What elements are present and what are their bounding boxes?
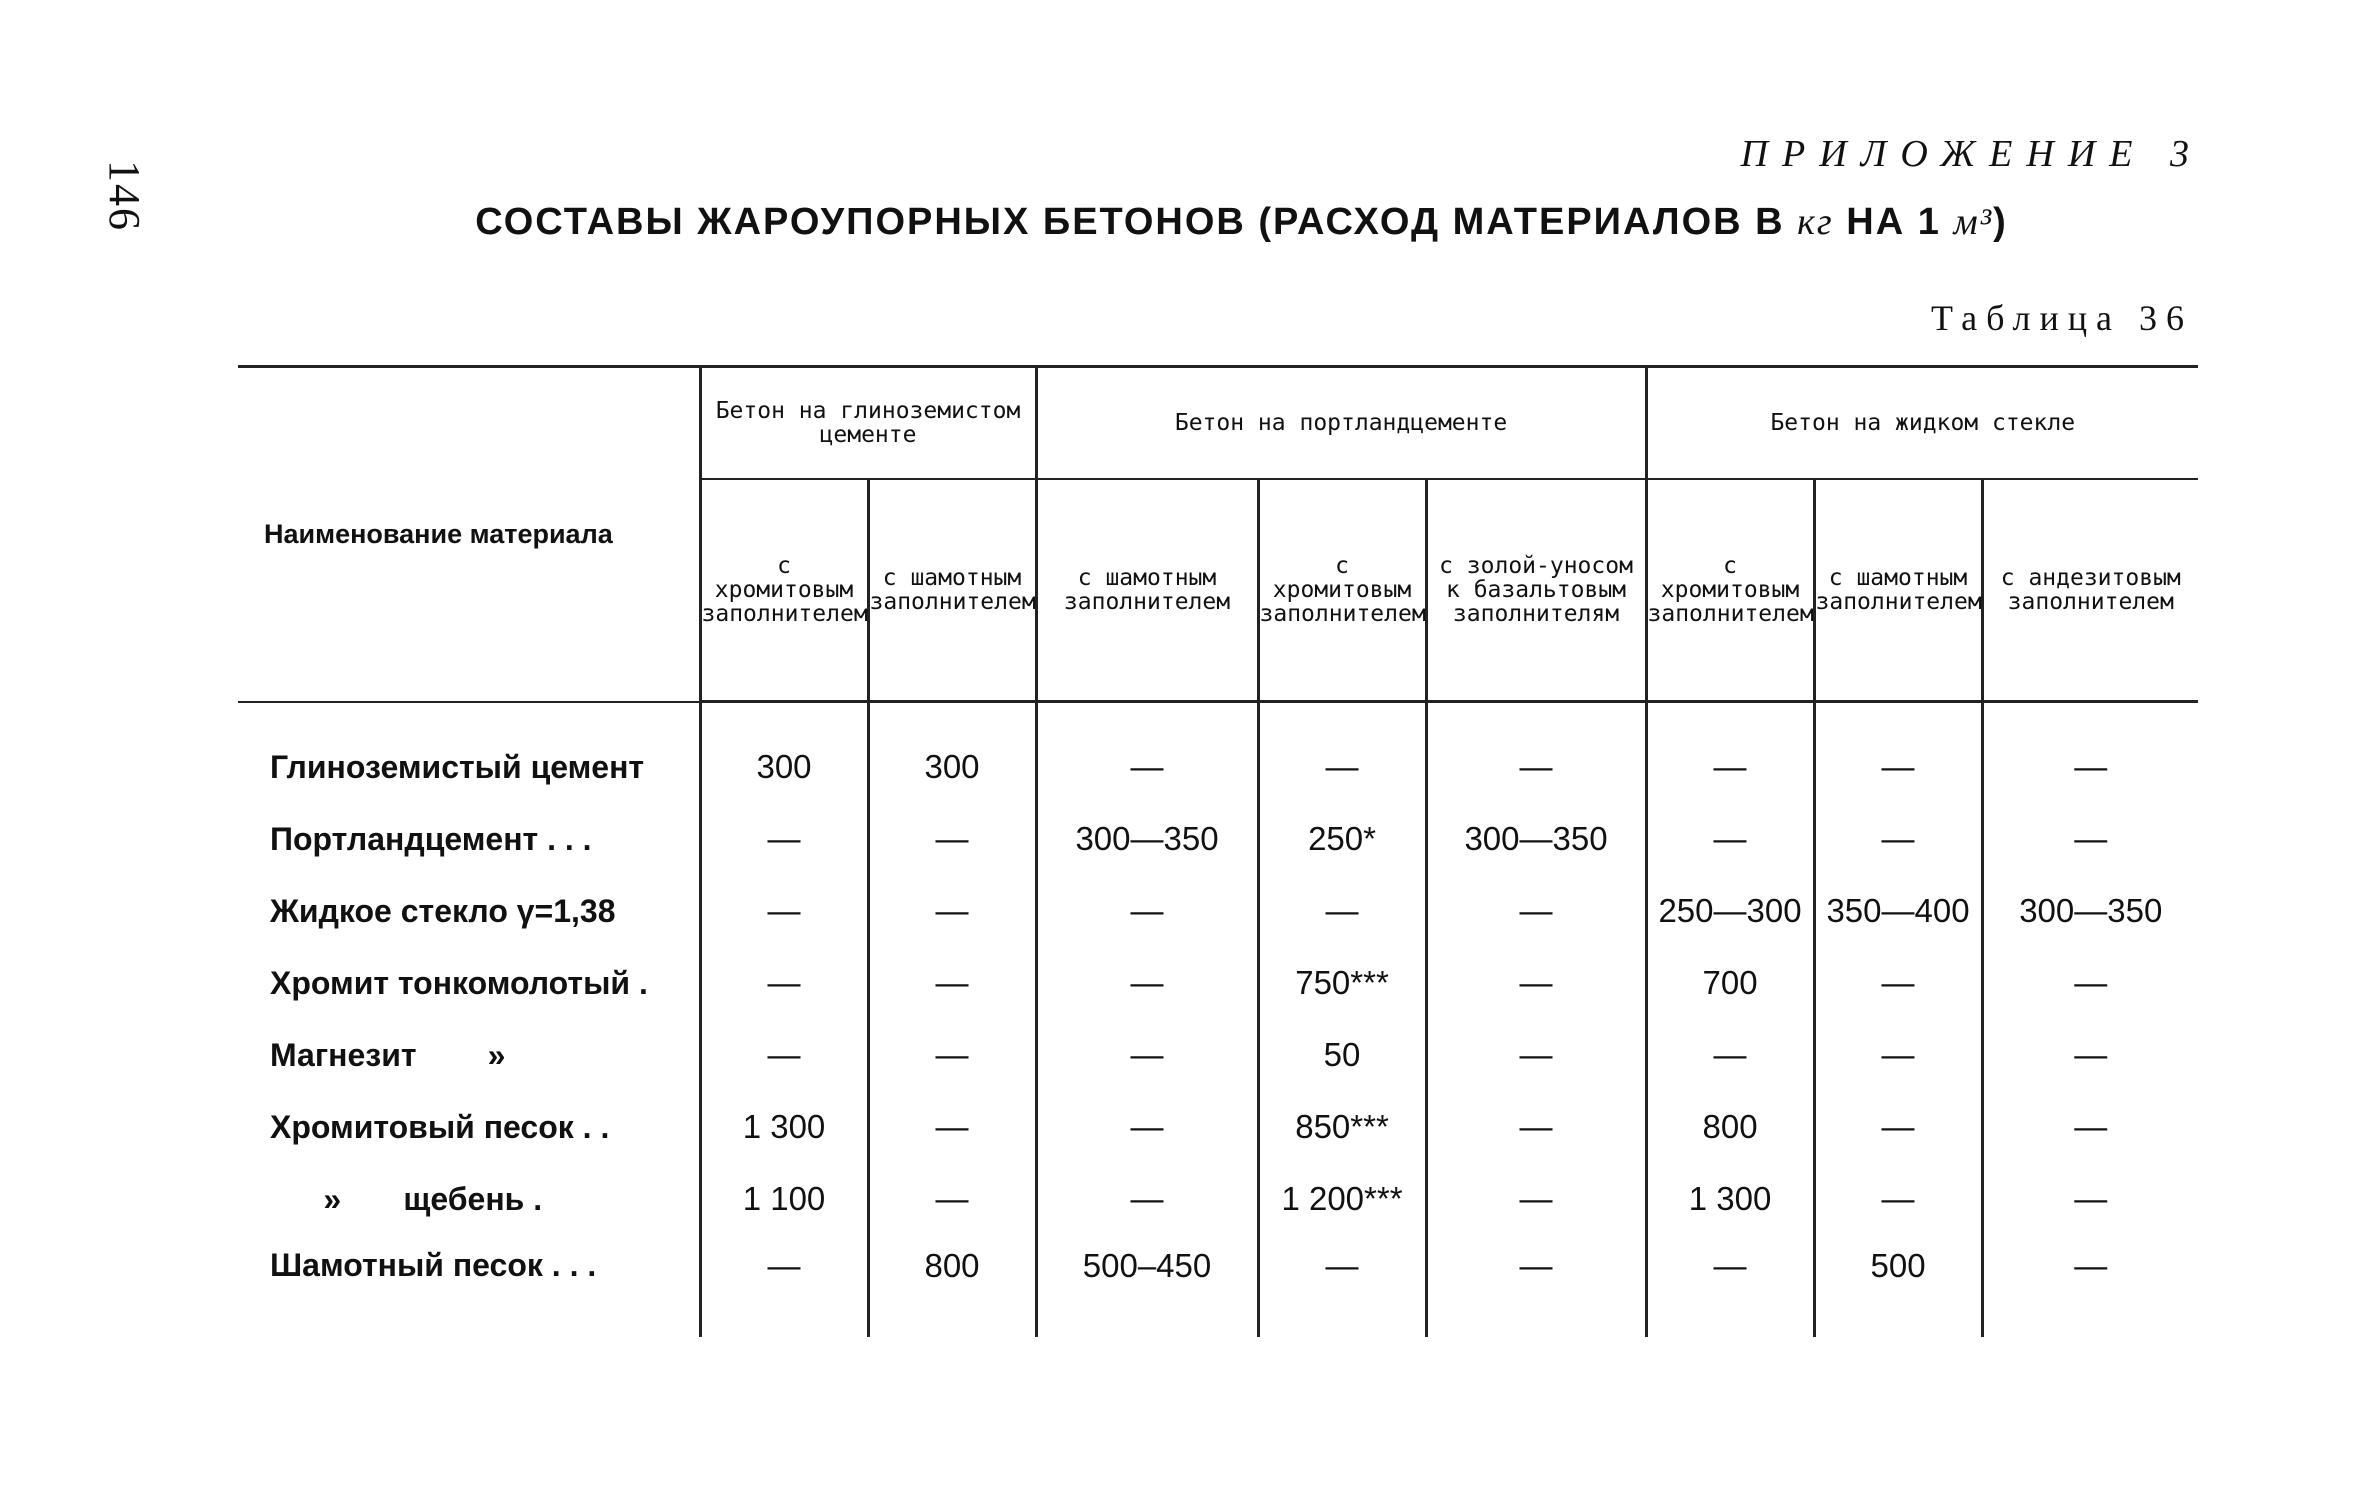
group-header-alumina: Бетон на глиноземистом цементе [700, 367, 1036, 480]
table-cell: 250—300 [1646, 875, 1814, 947]
table-row [238, 803, 2198, 875]
table-row [238, 947, 2198, 1019]
column-header: с андезитовым заполнителем [1982, 479, 2198, 702]
composition-table [238, 365, 2198, 1337]
table-row [238, 731, 2198, 803]
table-cell: — [1036, 947, 1258, 1019]
table-cell: — [1426, 1091, 1646, 1163]
table-cell: 500–450 [1036, 1235, 1258, 1337]
table-cell: — [1982, 1235, 2198, 1337]
material-name: Магнезит » [270, 1036, 506, 1073]
table-cell: 350—400 [1814, 875, 1982, 947]
table-cell: — [1036, 875, 1258, 947]
table-cell: — [1814, 1163, 1982, 1235]
table-cell: — [868, 875, 1036, 947]
table-cell: — [1646, 1019, 1814, 1091]
table-cell: 1 300 [1646, 1163, 1814, 1235]
column-header: с хромитовым заполнителем [1258, 479, 1426, 702]
table-cell: 300—350 [1036, 803, 1258, 875]
table-header [238, 367, 2198, 702]
table-cell: 1 100 [700, 1163, 868, 1235]
table-cell: — [1036, 1091, 1258, 1163]
table-row [238, 1019, 2198, 1091]
title-unit-kg: кг [1797, 201, 1834, 243]
table-cell: 300 [700, 731, 868, 803]
table-cell: — [1814, 947, 1982, 1019]
table-cell: — [1426, 1019, 1646, 1091]
group-header-liquid-glass: Бетон на жидком стекле [1646, 367, 2198, 480]
table-cell: — [1982, 731, 2198, 803]
table-cell: — [1426, 1235, 1646, 1337]
table-cell: — [1982, 1163, 2198, 1235]
group-header-row [238, 367, 2198, 480]
title-end: ) [1993, 201, 2008, 243]
table-cell: — [1426, 731, 1646, 803]
material-name: » щебень . [270, 1180, 543, 1217]
group-header-portland: Бетон на портландцементе [1036, 367, 1646, 480]
title-main: СОСТАВЫ ЖАРОУПОРНЫХ БЕТОНОВ (РАСХОД МАТЕРИАЛОВ В [475, 201, 1785, 243]
material-name-header: Наименование материала [238, 367, 700, 702]
material-name: Жидкое стекло γ=1,38 [270, 892, 616, 929]
table-cell: 750*** [1258, 947, 1426, 1019]
table-cell: — [1814, 803, 1982, 875]
material-name: Хромит тонкомолотый . [270, 964, 648, 1001]
table-cell: 800 [1646, 1091, 1814, 1163]
table-cell: — [1982, 947, 2198, 1019]
page-number: 146 [100, 160, 149, 232]
column-header: с золой-уносом к базальтовым заполнителям [1426, 479, 1646, 702]
column-header: с шамотным заполнителем [868, 479, 1036, 702]
table-cell: — [1982, 1019, 2198, 1091]
table-cell: — [700, 803, 868, 875]
table-cell: 850*** [1258, 1091, 1426, 1163]
material-name: Хромитовый песок . . [270, 1108, 610, 1145]
table-row [238, 875, 2198, 947]
table-cell: — [700, 1235, 868, 1337]
material-name: Шамотный песок . . . [270, 1247, 597, 1283]
table-cell: — [1426, 1163, 1646, 1235]
table-row [238, 1163, 2198, 1235]
spacer-row [238, 702, 2198, 732]
table-cell: — [1814, 1091, 1982, 1163]
column-header: с шамотным заполнителем [1814, 479, 1982, 702]
table-cell: — [1982, 803, 2198, 875]
table-cell: 300—350 [1426, 803, 1646, 875]
table-cell: 1 300 [700, 1091, 868, 1163]
table-cell: 800 [868, 1235, 1036, 1337]
table-cell: — [868, 803, 1036, 875]
table-row [238, 1235, 2198, 1337]
title-middle: НА 1 [1846, 201, 1941, 243]
column-header: с хромитовым заполнителем [700, 479, 868, 702]
column-header: с хромитовым заполнителем [1646, 479, 1814, 702]
table-row [238, 1091, 2198, 1163]
material-name: Портландцемент . . . [270, 820, 592, 857]
table-cell: — [868, 1019, 1036, 1091]
table-cell: — [868, 1091, 1036, 1163]
table-cell: — [1426, 947, 1646, 1019]
table-label: Таблица 36 [1931, 298, 2193, 338]
table-cell: 300—350 [1982, 875, 2198, 947]
table-cell: — [1036, 731, 1258, 803]
table-cell: — [1258, 1235, 1426, 1337]
appendix-label: ПРИЛОЖЕНИЕ 3 [1740, 133, 2203, 175]
table-cell: — [700, 947, 868, 1019]
table-cell: — [1258, 875, 1426, 947]
title-unit-m3: м³ [1953, 201, 1994, 243]
table-cell: — [1426, 875, 1646, 947]
material-name: Глиноземистый цемент [270, 748, 645, 785]
table-cell: — [700, 875, 868, 947]
table-cell: — [1036, 1019, 1258, 1091]
table-cell: — [1982, 1091, 2198, 1163]
table-cell: — [868, 947, 1036, 1019]
table-cell: — [868, 1163, 1036, 1235]
table-cell: — [1814, 731, 1982, 803]
table-cell: — [1258, 731, 1426, 803]
page-title [0, 200, 2363, 244]
table-cell: — [1646, 731, 1814, 803]
table-cell: — [700, 1019, 868, 1091]
table-cell: — [1646, 803, 1814, 875]
table-cell: — [1036, 1163, 1258, 1235]
table-cell: — [1646, 1235, 1814, 1337]
table-cell: 50 [1258, 1019, 1426, 1091]
table-body [238, 702, 2198, 1338]
table-cell: 1 200*** [1258, 1163, 1426, 1235]
column-header: с шамотным заполнителем [1036, 479, 1258, 702]
table-cell: 500 [1814, 1235, 1982, 1337]
table-cell: 300 [868, 731, 1036, 803]
table-cell: 700 [1646, 947, 1814, 1019]
table-cell: — [1814, 1019, 1982, 1091]
table-cell: 250* [1258, 803, 1426, 875]
